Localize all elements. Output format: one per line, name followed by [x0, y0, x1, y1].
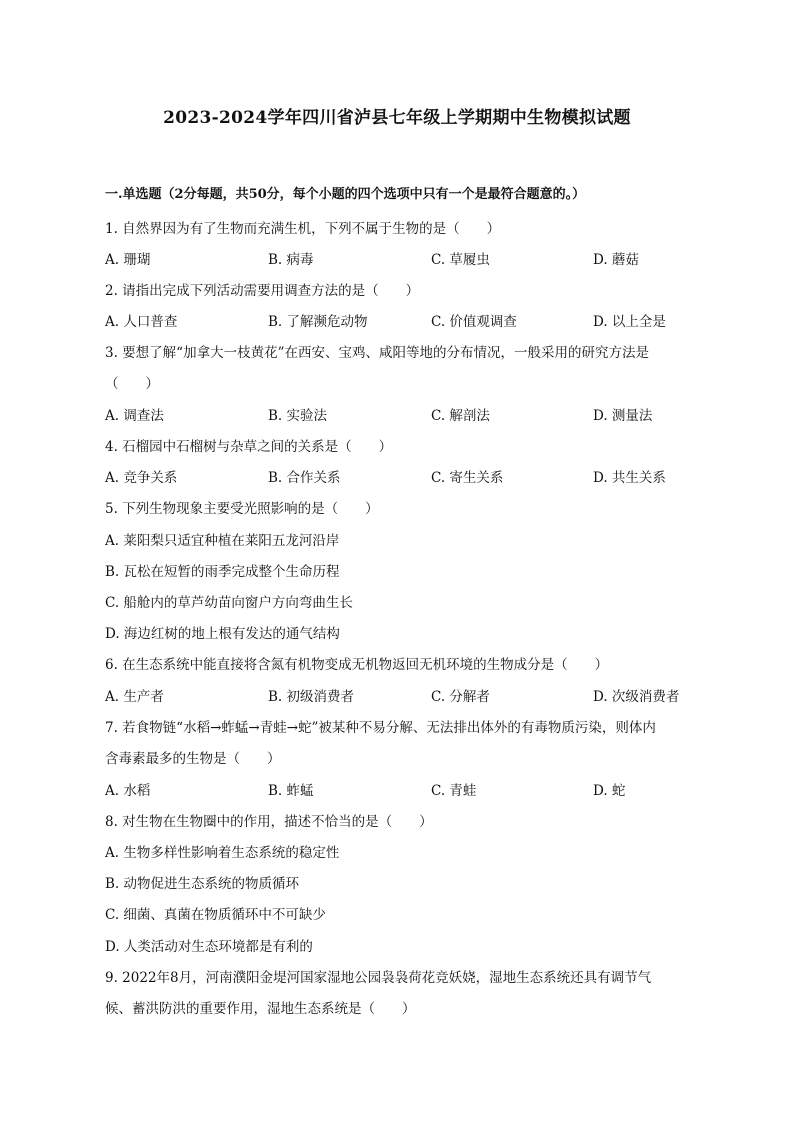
question-stem: 6. 在生态系统中能直接将含氮有机物变成无机物返回无机环境的生物成分是（ ）: [105, 657, 609, 673]
question-stem: 4. 石榴园中石榴树与杂草之间的关系是（ ）: [105, 439, 393, 455]
option-b: B. 瓦松在短暂的雨季完成整个生命历程: [105, 564, 340, 580]
question-stem: 8. 对生物在生物圈中的作用，描述不恰当的是（ ）: [105, 814, 433, 830]
option-d: D. 以上全是: [593, 314, 666, 330]
question-stem-continued: （ ）: [105, 376, 159, 392]
question-stem: 2. 请指出完成下列活动需要用调查方法的是（ ）: [105, 283, 420, 299]
question-stem: 9. 2022年8月，河南濮阳金堤河国家湿地公园袅袅荷花竞妖娆，湿地生态系统还具有调节气: [105, 970, 652, 986]
option-b: B. 实验法: [268, 408, 328, 424]
option-c: C. 解剖法: [431, 408, 490, 424]
option-b: B. 动物促进生态系统的物质循环: [105, 876, 300, 892]
option-a: A. 生产者: [105, 689, 164, 705]
question-stem: 7. 若食物链“水稻→蚱蜢→青蛙→蛇”被某种不易分解、无法排出体外的有毒物质污染，则体内: [105, 720, 656, 736]
option-a: A. 调查法: [105, 408, 164, 424]
option-a: A. 人口普查: [105, 314, 178, 330]
option-b: B. 初级消费者: [268, 689, 355, 705]
question-stem: 3. 要想了解“加拿大一枝黄花”在西安、宝鸡、咸阳等地的分布情况，一般采用的研究方法是: [105, 345, 649, 361]
option-b: B. 病毒: [268, 252, 314, 268]
option-c: C. 分解者: [431, 689, 490, 705]
option-c: C. 草履虫: [431, 252, 490, 268]
option-c: C. 青蛙: [431, 783, 477, 799]
option-b: B. 合作关系: [268, 470, 341, 486]
option-b: B. 了解濒危动物: [268, 314, 368, 330]
question-stem-continued: 候、蓄洪防洪的重要作用，湿地生态系统是（ ）: [105, 1001, 416, 1017]
option-d: D. 测量法: [593, 408, 653, 424]
question-stem-continued: 含毒素最多的生物是（ ）: [105, 751, 281, 767]
section-heading: 一.单选题（2分每题，共50分，每个小题的四个选项中只有一个是最符合题意的。）: [105, 187, 586, 202]
option-a: A. 莱阳梨只适宜种植在莱阳五龙河沿岸: [105, 533, 340, 549]
option-d: D. 海边红树的地上根有发达的通气结构: [105, 626, 340, 642]
option-d: D. 共生关系: [593, 470, 666, 486]
option-c: C. 船舱内的草芦幼苗向窗户方向弯曲生长: [105, 595, 353, 611]
option-c: C. 细菌、真菌在物质循环中不可缺少: [105, 907, 326, 923]
option-a: A. 竞争关系: [105, 470, 178, 486]
option-d: D. 蛇: [593, 783, 626, 799]
page-title: 2023-2024学年四川省泸县七年级上学期期中生物模拟试题: [163, 108, 631, 128]
option-c: C. 寄生关系: [431, 470, 504, 486]
option-a: A. 生物多样性影响着生态系统的稳定性: [105, 845, 340, 861]
option-d: D. 人类活动对生态环境都是有利的: [105, 939, 313, 955]
question-stem: 1. 自然界因为有了生物而充满生机，下列不属于生物的是（ ）: [105, 221, 501, 237]
option-a: A. 珊瑚: [105, 252, 151, 268]
option-c: C. 价值观调查: [431, 314, 517, 330]
question-stem: 5. 下列生物现象主要受光照影响的是（ ）: [105, 501, 379, 517]
option-d: D. 次级消费者: [593, 689, 680, 705]
option-d: D. 蘑菇: [593, 252, 639, 268]
option-b: B. 蚱蜢: [268, 783, 314, 799]
option-a: A. 水稻: [105, 783, 151, 799]
